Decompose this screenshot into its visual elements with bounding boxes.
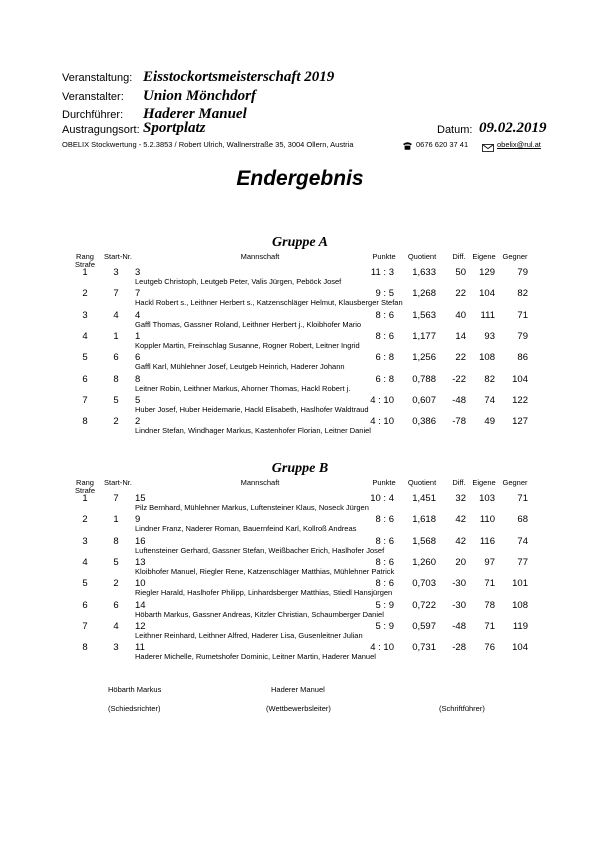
punkte-cell: 10 : 4 bbox=[370, 493, 394, 504]
team-number: 7 bbox=[135, 288, 141, 300]
group-title: Gruppe A bbox=[272, 235, 328, 250]
quotient-cell: 1,256 bbox=[412, 352, 436, 364]
eigene-cell: 78 bbox=[484, 599, 495, 611]
diff-cell: 42 bbox=[455, 514, 466, 526]
gegner-cell: 127 bbox=[512, 416, 528, 428]
start-cell: 4 bbox=[113, 620, 119, 632]
punkte-cell: 8 : 6 bbox=[375, 309, 394, 321]
schiedsrichter-name: Höbarth Markus bbox=[108, 685, 162, 694]
gegner-cell: 79 bbox=[517, 267, 528, 278]
team-members: Riegler Harald, Haslhofer Philipp, Linhardsberger Matthias, Stiedl Hansjürgen bbox=[135, 588, 393, 598]
gegner-cell: 77 bbox=[517, 556, 528, 568]
datum-value: 09.02.2019 bbox=[479, 120, 547, 136]
eigene-cell: 116 bbox=[479, 535, 495, 547]
eigene-cell: 76 bbox=[484, 642, 495, 654]
rang-cell: 3 bbox=[82, 309, 88, 321]
col-header-rang: Rang bbox=[76, 478, 94, 487]
phone-number: 0676 620 37 41 bbox=[416, 140, 469, 149]
punkte-cell: 4 : 10 bbox=[370, 394, 394, 406]
eigene-cell: 93 bbox=[484, 330, 495, 342]
punkte-cell: 8 : 6 bbox=[375, 514, 394, 526]
col-header-diff: Diff. bbox=[452, 252, 466, 261]
quotient-cell: 0,722 bbox=[412, 599, 436, 611]
team-members: Lindner Franz, Naderer Roman, Bauernfeind Karl, Kollroß Andreas bbox=[135, 524, 357, 534]
start-cell: 4 bbox=[113, 309, 119, 321]
start-cell: 5 bbox=[113, 394, 119, 406]
col-header-start: Start-Nr. bbox=[104, 478, 132, 487]
rang-cell: 6 bbox=[82, 599, 88, 611]
gegner-cell: 82 bbox=[517, 288, 528, 300]
col-header-quotient: Quotient bbox=[407, 478, 437, 487]
col-header-strafe: Strafe bbox=[74, 260, 95, 269]
quotient-cell: 0,788 bbox=[412, 373, 436, 385]
rang-cell: 2 bbox=[82, 514, 88, 526]
veranstaltung-value: Eisstockortsmeisterschaft 2019 bbox=[143, 69, 335, 85]
rang-cell: 5 bbox=[82, 578, 88, 590]
diff-cell: 42 bbox=[455, 535, 466, 547]
team-number: 15 bbox=[135, 493, 146, 504]
eigene-cell: 71 bbox=[484, 578, 495, 590]
col-header-diff: Diff. bbox=[452, 478, 466, 487]
gegner-cell: 104 bbox=[512, 642, 528, 654]
veranstalter-value: Union Mönchdorf bbox=[143, 88, 256, 104]
start-cell: 3 bbox=[113, 642, 119, 654]
col-header-quotient: Quotient bbox=[407, 252, 437, 261]
team-number: 3 bbox=[135, 267, 141, 278]
start-cell: 2 bbox=[113, 416, 119, 428]
start-cell: 8 bbox=[113, 373, 119, 385]
diff-cell: 20 bbox=[455, 556, 466, 568]
rang-cell: 6 bbox=[82, 373, 88, 385]
gegner-cell: 119 bbox=[512, 620, 528, 632]
col-header-eigene: Eigene bbox=[472, 478, 496, 487]
team-members: Leitner Robin, Leithner Markus, Ahorner Thomas, Hackl Robert j. bbox=[135, 383, 351, 393]
quotient-cell: 1,633 bbox=[412, 267, 436, 278]
ort-value: Sportplatz bbox=[143, 120, 206, 136]
diff-cell: 22 bbox=[455, 288, 466, 300]
diff-cell: 50 bbox=[455, 267, 466, 278]
diff-cell: -30 bbox=[452, 599, 466, 611]
rang-cell: 5 bbox=[82, 352, 88, 364]
quotient-cell: 1,177 bbox=[412, 330, 436, 342]
start-cell: 1 bbox=[113, 330, 119, 342]
gegner-cell: 101 bbox=[512, 578, 528, 590]
quotient-cell: 1,568 bbox=[412, 535, 436, 547]
diff-cell: -30 bbox=[452, 578, 466, 590]
diff-cell: -48 bbox=[452, 620, 466, 632]
group-title: Gruppe B bbox=[271, 461, 329, 476]
col-header-mannschaft: Mannschaft bbox=[240, 478, 280, 487]
gegner-cell: 79 bbox=[517, 330, 528, 342]
team-members: Leithner Reinhard, Leithner Alfred, Haderer Lisa, Gusenleitner Julian bbox=[135, 630, 363, 640]
diff-cell: 22 bbox=[455, 352, 466, 364]
rang-cell: 8 bbox=[82, 416, 88, 428]
gegner-cell: 71 bbox=[517, 309, 528, 321]
col-header-start: Start-Nr. bbox=[104, 252, 132, 261]
eigene-cell: 110 bbox=[479, 514, 495, 526]
durchfuehrer-label: Durchführer: bbox=[62, 109, 124, 121]
rang-cell: 4 bbox=[82, 556, 88, 568]
gegner-cell: 68 bbox=[517, 514, 528, 526]
punkte-cell: 6 : 8 bbox=[375, 373, 394, 385]
team-members: Huber Josef, Huber Heidemarie, Hackl Elisabeth, Haslhofer Waldtraud bbox=[135, 404, 369, 414]
start-cell: 3 bbox=[113, 267, 119, 278]
eigene-cell: 49 bbox=[484, 416, 495, 428]
quotient-cell: 0,731 bbox=[412, 642, 436, 654]
rang-cell: 1 bbox=[82, 493, 88, 504]
quotient-cell: 0,703 bbox=[412, 578, 436, 590]
team-number: 1 bbox=[135, 330, 141, 342]
diff-cell: 14 bbox=[455, 330, 466, 342]
col-header-punkte: Punkte bbox=[372, 478, 396, 487]
gegner-cell: 86 bbox=[517, 352, 528, 364]
punkte-cell: 11 : 3 bbox=[370, 267, 394, 278]
eigene-cell: 71 bbox=[484, 620, 495, 632]
eigene-cell: 111 bbox=[480, 309, 495, 321]
team-members: Haderer Michelle, Rumetshofer Dominic, Leitner Martin, Haderer Manuel bbox=[135, 652, 376, 662]
punkte-cell: 4 : 10 bbox=[370, 642, 394, 654]
punkte-cell: 8 : 6 bbox=[375, 578, 394, 590]
team-number: 6 bbox=[135, 352, 141, 364]
start-cell: 2 bbox=[113, 578, 119, 590]
team-number: 2 bbox=[135, 416, 141, 428]
punkte-cell: 8 : 6 bbox=[375, 330, 394, 342]
team-number: 14 bbox=[135, 599, 146, 611]
punkte-cell: 5 : 9 bbox=[375, 599, 394, 611]
gegner-cell: 71 bbox=[517, 493, 528, 504]
start-cell: 1 bbox=[113, 514, 119, 526]
eigene-cell: 82 bbox=[484, 373, 495, 385]
col-header-gegner: Gegner bbox=[502, 252, 528, 261]
team-members: Leutgeb Christoph, Leutgeb Peter, Valis Jürgen, Peböck Josef bbox=[135, 277, 342, 286]
quotient-cell: 1,260 bbox=[412, 556, 436, 568]
email-link[interactable]: obelix@rul.at bbox=[497, 140, 541, 149]
team-number: 8 bbox=[135, 373, 141, 385]
phone-icon bbox=[402, 138, 413, 148]
start-cell: 7 bbox=[113, 493, 119, 504]
team-members: Gaffl Karl, Mühlehner Josef, Leutgeb Heinrich, Haderer Johann bbox=[135, 362, 345, 372]
col-header-strafe: Strafe bbox=[74, 486, 95, 495]
rang-cell: 2 bbox=[82, 288, 88, 300]
gegner-cell: 104 bbox=[512, 373, 528, 385]
diff-cell: -28 bbox=[452, 642, 466, 654]
team-number: 13 bbox=[135, 556, 146, 568]
team-members: Kloibhofer Manuel, Riegler Rene, Katzenschläger Matthias, Mühlehner Patrick bbox=[135, 566, 395, 576]
team-number: 10 bbox=[135, 578, 146, 590]
team-members: Koppler Martin, Freinschlag Susanne, Rogner Robert, Leitner Ingrid bbox=[135, 340, 360, 350]
wettbewerbsleiter-name: Haderer Manuel bbox=[271, 685, 325, 694]
rang-cell: 8 bbox=[82, 642, 88, 654]
team-members: Höbarth Markus, Gassner Andreas, Kitzler Christian, Schaumberger Daniel bbox=[135, 609, 384, 619]
rang-cell: 7 bbox=[82, 394, 88, 406]
col-header-gegner: Gegner bbox=[502, 478, 528, 487]
punkte-cell: 9 : 5 bbox=[375, 288, 394, 300]
punkte-cell: 6 : 8 bbox=[375, 352, 394, 364]
punkte-cell: 8 : 6 bbox=[375, 556, 394, 568]
team-number: 4 bbox=[135, 309, 141, 321]
col-header-rang: Rang bbox=[76, 252, 94, 261]
quotient-cell: 1,563 bbox=[412, 309, 436, 321]
eigene-cell: 104 bbox=[479, 288, 495, 300]
eigene-cell: 103 bbox=[479, 493, 495, 504]
start-cell: 8 bbox=[113, 535, 119, 547]
diff-cell: 40 bbox=[455, 309, 466, 321]
eigene-cell: 97 bbox=[484, 556, 495, 568]
team-number: 16 bbox=[135, 535, 146, 547]
mail-icon bbox=[482, 139, 494, 147]
quotient-cell: 1,618 bbox=[412, 514, 436, 526]
gegner-cell: 108 bbox=[512, 599, 528, 611]
eigene-cell: 108 bbox=[479, 352, 495, 364]
quotient-cell: 1,268 bbox=[412, 288, 436, 300]
page-title: Endergebnis bbox=[236, 167, 364, 190]
start-cell: 7 bbox=[113, 288, 119, 300]
diff-cell: -22 bbox=[452, 373, 466, 385]
col-header-mannschaft: Mannschaft bbox=[240, 252, 280, 261]
col-header-punkte: Punkte bbox=[372, 252, 396, 261]
punkte-cell: 4 : 10 bbox=[370, 416, 394, 428]
veranstaltung-label: Veranstaltung: bbox=[62, 72, 133, 84]
rang-cell: 1 bbox=[82, 267, 88, 278]
punkte-cell: 8 : 6 bbox=[375, 535, 394, 547]
diff-cell: 32 bbox=[455, 493, 466, 504]
team-members: Gaffl Thomas, Gassner Roland, Leithner Herbert j., Kloibhofer Mario bbox=[135, 319, 362, 329]
team-members: Luftensteiner Gerhard, Gassner Stefan, Weißbacher Erich, Haslhofer Josef bbox=[135, 545, 385, 555]
schriftfuehrer-role: (Schriftführer) bbox=[439, 704, 485, 713]
diff-cell: -78 bbox=[452, 416, 466, 428]
start-cell: 5 bbox=[113, 556, 119, 568]
team-number: 11 bbox=[135, 642, 145, 654]
quotient-cell: 0,607 bbox=[412, 394, 436, 406]
rang-cell: 7 bbox=[82, 620, 88, 632]
eigene-cell: 74 bbox=[484, 394, 495, 406]
team-members: Lindner Stefan, Windhager Markus, Kastenhofer Florian, Leitner Daniel bbox=[135, 426, 371, 436]
start-cell: 6 bbox=[113, 599, 119, 611]
rang-cell: 4 bbox=[82, 330, 88, 342]
datum-label: Datum: bbox=[437, 124, 473, 136]
eigene-cell: 129 bbox=[479, 267, 495, 278]
rang-cell: 3 bbox=[82, 535, 88, 547]
veranstalter-label: Veranstalter: bbox=[62, 91, 124, 103]
start-cell: 6 bbox=[113, 352, 119, 364]
quotient-cell: 0,386 bbox=[412, 416, 436, 428]
team-number: 9 bbox=[135, 514, 141, 526]
team-members: Pilz Bernhard, Mühlehner Markus, Luftensteiner Klaus, Noseck Jürgen bbox=[135, 503, 369, 512]
team-number: 12 bbox=[135, 620, 146, 632]
ort-label: Austragungsort: bbox=[62, 124, 140, 136]
schiedsrichter-role: (Schiedsrichter) bbox=[108, 704, 161, 713]
punkte-cell: 5 : 9 bbox=[375, 620, 394, 632]
software-info: OBELIX Stockwertung - 5.2.3853 / Robert Ulrich, Wallnerstraße 35, 3004 Ollern, Austria bbox=[62, 140, 354, 149]
durchfuehrer-value: Haderer Manuel bbox=[143, 106, 247, 122]
wettbewerbsleiter-role: (Wettbewerbsleiter) bbox=[266, 704, 331, 713]
gegner-cell: 122 bbox=[512, 394, 528, 406]
gegner-cell: 74 bbox=[517, 535, 528, 547]
team-number: 5 bbox=[135, 394, 141, 406]
team-members: Hackl Robert s., Leithner Herbert s., Katzenschläger Helmut, Klausberger Stefan bbox=[135, 298, 403, 308]
col-header-eigene: Eigene bbox=[472, 252, 496, 261]
quotient-cell: 0,597 bbox=[412, 620, 436, 632]
diff-cell: -48 bbox=[452, 394, 466, 406]
quotient-cell: 1,451 bbox=[412, 493, 436, 504]
